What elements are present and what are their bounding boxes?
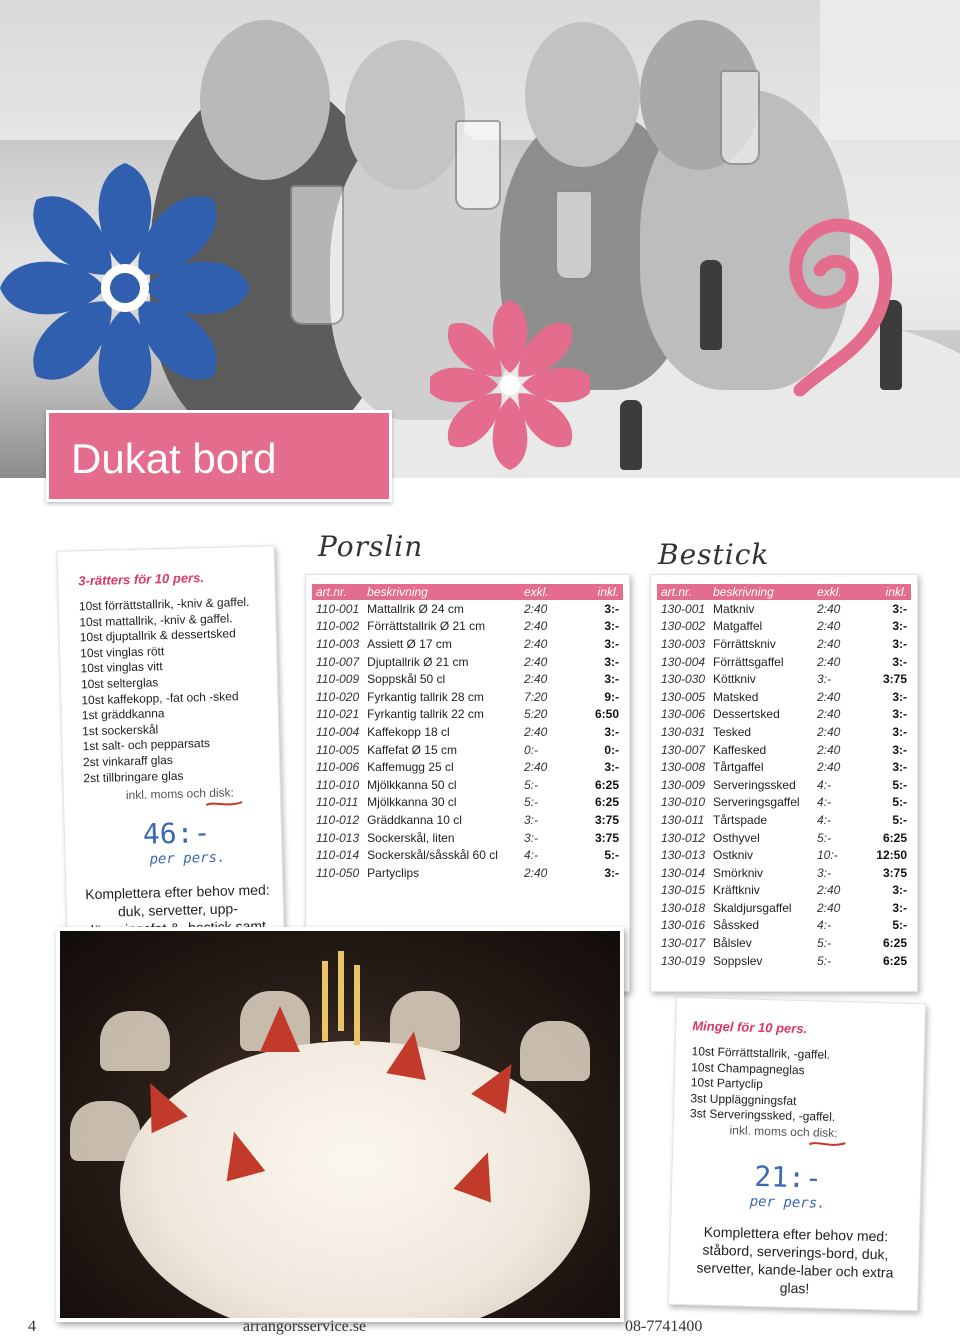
cell-inkl: 3:- xyxy=(604,672,619,687)
dinner-package-items xyxy=(79,594,280,786)
cell-inkl: 3:- xyxy=(892,760,907,775)
list-item: 10st kaffekopp, -fat och -sked xyxy=(81,688,239,707)
porslin-table xyxy=(312,584,623,882)
cell-exkl: 5:- xyxy=(817,830,832,845)
cell-desc: Kaffemugg 25 cl xyxy=(367,760,454,775)
cell-desc: Kaffesked xyxy=(713,742,767,757)
cell-art: 130-008 xyxy=(661,760,706,775)
cell-desc: Fyrkantig tallrik 28 cm xyxy=(367,689,484,704)
page-title: Dukat bord xyxy=(71,435,277,482)
cell-exkl: 4:- xyxy=(817,777,832,792)
header-inkl: inkl. xyxy=(575,584,623,600)
dinner-package-heading: 3-rätters för 10 pers. xyxy=(78,570,205,589)
cell-exkl: 2:40 xyxy=(524,724,548,739)
cell-art: 110-014 xyxy=(316,848,360,863)
cell-art: 130-003 xyxy=(661,636,706,651)
cell-desc: Mattallrik Ø 24 cm xyxy=(367,601,464,616)
cell-art: 110-020 xyxy=(316,689,360,704)
cell-art: 130-010 xyxy=(661,795,706,810)
cell-inkl: 3:- xyxy=(604,636,619,651)
cell-exkl: 4:- xyxy=(817,918,832,933)
table-row xyxy=(312,829,623,847)
cell-desc: Tårtgaffel xyxy=(713,760,764,775)
cell-inkl: 3:- xyxy=(892,654,907,669)
cell-art: 130-012 xyxy=(661,830,706,845)
cell-desc: Gräddkanna 10 cl xyxy=(367,812,462,827)
cell-exkl: 3:- xyxy=(817,865,832,880)
footer-website[interactable]: arrangorsservice.se xyxy=(243,1318,367,1335)
cell-desc: Förrättsgaffel xyxy=(713,654,784,669)
cell-art: 130-005 xyxy=(661,689,706,704)
cell-art: 110-006 xyxy=(316,760,360,775)
header-exkl: exkl. xyxy=(520,584,575,600)
bestick-table xyxy=(657,584,911,969)
footer-phone[interactable]: 08-7741400 xyxy=(625,1318,703,1335)
table-row xyxy=(657,811,911,829)
cell-desc: Partyclips xyxy=(367,865,420,880)
cell-art: 130-006 xyxy=(661,707,706,722)
cell-desc: Osthyvel xyxy=(713,830,760,845)
cell-desc: Smörkniv xyxy=(713,865,764,880)
cell-art: 130-031 xyxy=(661,724,706,739)
dinner-package-card xyxy=(56,545,285,976)
mingel-package-heading: Mingel för 10 pers. xyxy=(692,1018,808,1037)
list-item: 10st djuptallrik & dessertsked xyxy=(79,626,236,645)
cell-exkl: 2:40 xyxy=(817,601,841,616)
cell-art: 110-004 xyxy=(316,724,360,739)
list-item: 2st tillbringare glas xyxy=(83,768,184,785)
list-item: 10st Förrättstallrik, -gaffel. xyxy=(691,1044,831,1062)
table-row xyxy=(657,653,911,671)
cell-exkl: 2:40 xyxy=(524,654,548,669)
table-row xyxy=(657,670,911,688)
mingel-package-price: 21:- xyxy=(753,1159,823,1195)
cell-art: 110-002 xyxy=(316,619,360,634)
banquet-photo xyxy=(56,927,624,1322)
cell-inkl: 3:- xyxy=(604,601,619,616)
cell-art: 130-011 xyxy=(661,812,705,827)
cell-art: 130-004 xyxy=(661,654,706,669)
cell-inkl: 3:- xyxy=(892,689,907,704)
cell-desc: Serveringsgaffel xyxy=(713,795,800,810)
cell-art: 130-019 xyxy=(661,953,706,968)
bestick-heading: Bestick xyxy=(658,538,770,571)
table-row xyxy=(657,917,911,935)
table-row xyxy=(312,846,623,864)
dinner-package-price: 46:- xyxy=(142,816,211,851)
dinner-package-inkl-note: inkl. moms och disk: xyxy=(125,785,235,803)
cell-art: 110-005 xyxy=(316,742,360,757)
table-row xyxy=(657,776,911,794)
cell-inkl: 3:- xyxy=(892,707,907,722)
table-row xyxy=(312,635,623,653)
table-row xyxy=(657,846,911,864)
cell-art: 130-014 xyxy=(661,865,706,880)
cell-exkl: 3:- xyxy=(817,672,832,687)
list-item: 3st Serveringssked, -gaffel. xyxy=(689,1106,836,1125)
cell-exkl: 0:- xyxy=(524,742,539,757)
table-row xyxy=(312,653,623,671)
cell-exkl: 5:- xyxy=(817,936,832,951)
page-number: 4 xyxy=(28,1318,36,1335)
table-row xyxy=(657,600,911,618)
table-row xyxy=(657,741,911,759)
table-row xyxy=(657,688,911,706)
cell-exkl: 2:40 xyxy=(817,900,841,915)
cell-desc: Skaldjursgaffel xyxy=(713,900,792,915)
cell-art: 130-018 xyxy=(661,900,706,915)
mingel-package-card xyxy=(668,997,926,1311)
list-item: 1st salt- och pepparsats xyxy=(82,736,211,754)
cell-exkl: 2:40 xyxy=(524,760,548,775)
cell-inkl: 12:50 xyxy=(876,848,907,863)
cell-exkl: 3:- xyxy=(524,812,539,827)
cell-art: 110-003 xyxy=(316,636,360,651)
cell-desc: Kräftkniv xyxy=(713,883,760,898)
list-item: 10st mattallrik, -kniv & gaffel. xyxy=(79,610,233,629)
table-row xyxy=(312,741,623,759)
cell-exkl: 2:40 xyxy=(817,654,841,669)
table-row xyxy=(657,882,911,900)
cell-desc: Djuptallrik Ø 21 cm xyxy=(367,654,469,669)
cell-desc: Mjölkkanna 30 cl xyxy=(367,795,457,810)
cell-inkl: 3:- xyxy=(892,900,907,915)
cell-desc: Matsked xyxy=(713,689,759,704)
cell-inkl: 9:- xyxy=(604,689,619,704)
list-item: 10st vinglas rött xyxy=(79,643,165,661)
cell-inkl: 0:- xyxy=(604,742,619,757)
table-row xyxy=(657,899,911,917)
cell-inkl: 3:75 xyxy=(594,812,619,827)
cell-desc: Serveringssked xyxy=(713,777,796,792)
cell-art: 130-002 xyxy=(661,619,706,634)
cell-inkl: 5:- xyxy=(892,812,907,827)
table-row xyxy=(312,864,623,882)
cell-desc: Kaffefat Ø 15 cm xyxy=(367,742,457,757)
cell-exkl: 7:20 xyxy=(524,689,548,704)
cell-inkl: 5:- xyxy=(892,795,907,810)
cell-inkl: 3:- xyxy=(892,636,907,651)
cell-exkl: 2:40 xyxy=(817,883,841,898)
header-desc: beskrivning xyxy=(363,584,520,600)
cell-inkl: 6:25 xyxy=(882,953,907,968)
cell-inkl: 3:- xyxy=(892,742,907,757)
cell-art: 130-016 xyxy=(661,918,706,933)
list-item: 1st gräddkanna xyxy=(81,706,165,723)
table-row xyxy=(657,864,911,882)
header-inkl: inkl. xyxy=(865,584,911,600)
red-underline-icon xyxy=(807,1139,847,1148)
table-row xyxy=(312,811,623,829)
cell-desc: Mjölkkanna 50 cl xyxy=(367,777,457,792)
table-row xyxy=(312,670,623,688)
mingel-package-inkl-note: inkl. moms och disk: xyxy=(729,1123,838,1141)
table-row xyxy=(312,706,623,724)
table-row xyxy=(657,618,911,636)
cell-exkl: 2:40 xyxy=(817,689,841,704)
title-banner xyxy=(46,410,392,502)
cell-art: 110-021 xyxy=(316,707,360,722)
table-row xyxy=(657,706,911,724)
cell-inkl: 3:- xyxy=(892,883,907,898)
table-header-row xyxy=(657,584,911,600)
blue-flower-icon xyxy=(0,138,250,438)
header-art: art.nr. xyxy=(312,584,363,600)
cell-inkl: 3:- xyxy=(604,760,619,775)
cell-art: 110-001 xyxy=(316,601,360,616)
cell-art: 110-013 xyxy=(316,830,360,845)
cell-inkl: 6:50 xyxy=(594,707,619,722)
red-underline-icon xyxy=(204,799,244,808)
cell-exkl: 2:40 xyxy=(817,742,841,757)
cell-inkl: 3:- xyxy=(604,654,619,669)
cell-exkl: 2:40 xyxy=(817,760,841,775)
table-row xyxy=(657,758,911,776)
table-row xyxy=(312,776,623,794)
cell-art: 130-001 xyxy=(661,601,706,616)
cell-art: 110-012 xyxy=(316,812,360,827)
table-row xyxy=(312,794,623,812)
cell-art: 130-013 xyxy=(661,848,706,863)
mingel-package-per-person: per pers. xyxy=(749,1193,826,1212)
pink-swirl-icon xyxy=(760,150,910,400)
cell-exkl: 2:40 xyxy=(524,672,548,687)
table-row xyxy=(312,758,623,776)
cell-art: 130-030 xyxy=(661,672,706,687)
cell-inkl: 6:25 xyxy=(594,777,619,792)
cell-desc: Köttkniv xyxy=(713,672,756,687)
cell-exkl: 2:40 xyxy=(524,619,548,634)
cell-desc: Soppslev xyxy=(713,953,763,968)
table-row xyxy=(657,952,911,970)
cell-inkl: 6:25 xyxy=(594,795,619,810)
cell-inkl: 3:- xyxy=(604,724,619,739)
cell-desc: Matgaffel xyxy=(713,619,763,634)
table-row xyxy=(657,934,911,952)
cell-desc: Sockerskål, liten xyxy=(367,830,455,845)
cell-exkl: 2:40 xyxy=(817,707,841,722)
cell-exkl: 2:40 xyxy=(524,636,548,651)
table-row xyxy=(657,723,911,741)
cell-desc: Bålslev xyxy=(713,936,752,951)
cell-exkl: 3:- xyxy=(524,830,539,845)
cell-desc: Assiett Ø 17 cm xyxy=(367,636,452,651)
cell-inkl: 3:75 xyxy=(882,672,907,687)
cell-art: 110-009 xyxy=(316,672,360,687)
cell-desc: Förrättskniv xyxy=(713,636,776,651)
mingel-package-items xyxy=(690,1044,918,1128)
table-row xyxy=(657,635,911,653)
cell-art: 110-050 xyxy=(316,865,360,880)
cell-inkl: 5:- xyxy=(604,848,619,863)
cell-inkl: 3:75 xyxy=(882,865,907,880)
header-art: art.nr. xyxy=(657,584,709,600)
table-row xyxy=(312,618,623,636)
cell-art: 110-011 xyxy=(316,795,359,810)
cell-inkl: 5:- xyxy=(892,777,907,792)
cell-exkl: 2:40 xyxy=(817,724,841,739)
table-row xyxy=(657,829,911,847)
pink-flower-icon xyxy=(430,290,590,480)
cell-desc: Såssked xyxy=(713,918,760,933)
cell-inkl: 3:- xyxy=(604,865,619,880)
cell-desc: Dessertsked xyxy=(713,707,780,722)
cell-desc: Soppskål 50 cl xyxy=(367,672,446,687)
cell-inkl: 3:- xyxy=(892,601,907,616)
cell-art: 130-017 xyxy=(661,936,706,951)
cell-art: 110-010 xyxy=(316,777,360,792)
table-row xyxy=(312,723,623,741)
bestick-card xyxy=(650,574,918,992)
cell-exkl: 5:- xyxy=(817,953,832,968)
cell-desc: Matkniv xyxy=(713,601,755,616)
cell-inkl: 3:75 xyxy=(594,830,619,845)
header-exkl: exkl. xyxy=(813,584,865,600)
cell-desc: Förrättstallrik Ø 21 cm xyxy=(367,619,486,634)
header-desc: beskrivning xyxy=(709,584,813,600)
table-row xyxy=(657,794,911,812)
cell-desc: Ostkniv xyxy=(713,848,754,863)
table-row xyxy=(312,600,623,618)
table-header-row xyxy=(312,584,623,600)
list-item: 10st vinglas vitt xyxy=(80,659,163,676)
cell-exkl: 5:20 xyxy=(524,707,548,722)
cell-exkl: 2:40 xyxy=(524,865,548,880)
cell-desc: Tesked xyxy=(713,724,752,739)
mingel-package-complement: Komplettera efter behov med: ståbord, serverings-bord, duk, servetter, kande-laber och extra glas! xyxy=(696,1223,894,1297)
cell-exkl: 5:- xyxy=(524,777,539,792)
cell-inkl: 6:25 xyxy=(882,830,907,845)
list-item: 1st sockerskål xyxy=(82,722,159,739)
cell-exkl: 4:- xyxy=(817,795,832,810)
cell-inkl: 3:- xyxy=(892,619,907,634)
dinner-package-complement: Komplettera efter behov med: duk, servetter, upp-läggningsfat samt xyxy=(85,881,270,935)
list-item: 10st Partyclip xyxy=(690,1075,764,1092)
cell-art: 130-007 xyxy=(661,742,706,757)
table-row xyxy=(312,688,623,706)
cell-art: 130-015 xyxy=(661,883,706,898)
cell-inkl: 3:- xyxy=(892,724,907,739)
cell-desc: Sockerskål/såsskål 60 cl xyxy=(367,848,498,863)
cell-art: 110-007 xyxy=(316,654,360,669)
cell-exkl: 2:40 xyxy=(817,619,841,634)
list-item: 10st selterglas xyxy=(80,675,159,692)
cell-inkl: 5:- xyxy=(892,918,907,933)
list-item: 2st vinkaraff glas xyxy=(82,752,173,770)
porslin-heading: Porslin xyxy=(318,530,424,563)
list-item: 10st förrättstallrik, -kniv & gaffel. xyxy=(78,594,250,614)
dinner-package-per-person: per pers. xyxy=(149,849,226,868)
cell-exkl: 4:- xyxy=(524,848,539,863)
list-item: 10st Champagneglas xyxy=(691,1059,805,1077)
cell-exkl: 4:- xyxy=(817,812,832,827)
cell-exkl: 5:- xyxy=(524,795,539,810)
cell-exkl: 2:40 xyxy=(524,601,548,616)
cell-exkl: 10:- xyxy=(817,848,838,863)
list-item: 3st Uppläggningsfat xyxy=(690,1090,797,1108)
cell-art: 130-009 xyxy=(661,777,706,792)
cell-desc: Kaffekopp 18 cl xyxy=(367,724,450,739)
cell-exkl: 2:40 xyxy=(817,636,841,651)
cell-inkl: 3:- xyxy=(604,619,619,634)
cell-inkl: 6:25 xyxy=(882,936,907,951)
cell-desc: Fyrkantig tallrik 22 cm xyxy=(367,707,484,722)
cell-desc: Tårtspade xyxy=(713,812,768,827)
